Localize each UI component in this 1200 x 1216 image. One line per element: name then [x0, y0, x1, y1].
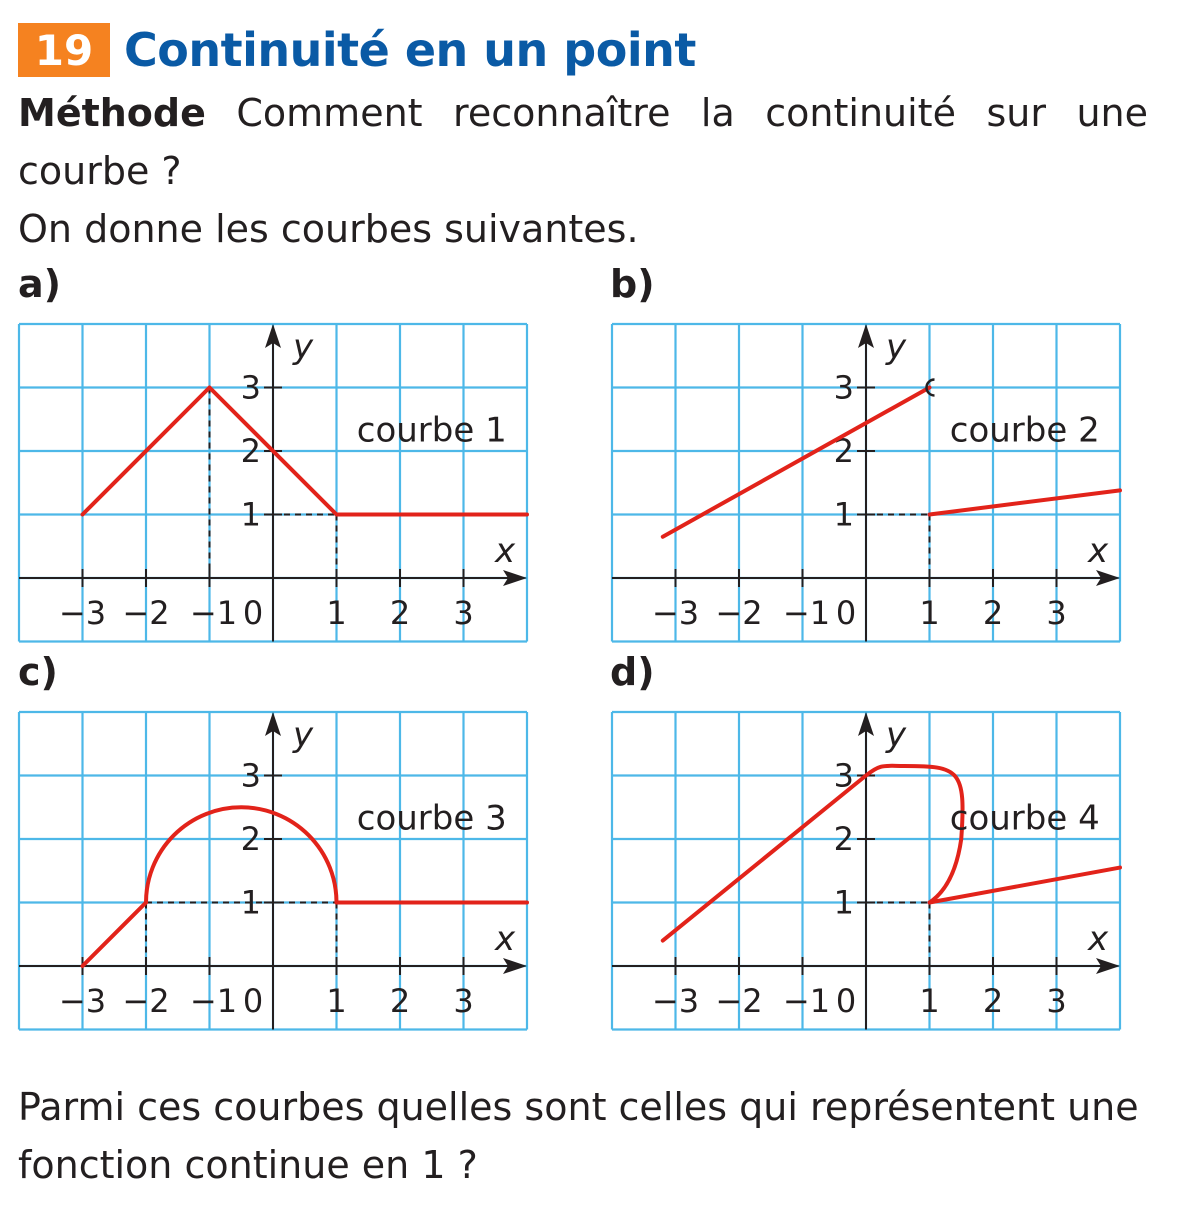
x-axis-label: x	[494, 919, 516, 959]
x-tick-label: 1	[919, 594, 940, 632]
y-tick-label: 2	[240, 820, 261, 858]
x-axis-label: x	[1087, 531, 1109, 571]
curve-loop	[866, 766, 963, 903]
x-tick-label: −3	[58, 982, 107, 1020]
x-tick-label: −2	[715, 982, 763, 1020]
y-axis-label: y	[292, 327, 314, 367]
y-tick-label: 2	[833, 820, 854, 858]
y-tick-label: 1	[833, 495, 854, 534]
curve-name-label: courbe 2	[949, 410, 1100, 451]
graph-c-label: c)	[18, 650, 58, 694]
y-tick-label: 1	[833, 883, 854, 922]
exercise-number-badge: 19	[18, 23, 110, 77]
curve-name-label: courbe 4	[949, 798, 1100, 839]
x-tick-label: 3	[1046, 982, 1067, 1020]
y-axis-label: y	[292, 715, 314, 755]
x-tick-label: 1	[919, 982, 940, 1020]
curve-name-label: courbe 1	[356, 410, 507, 451]
exercise-title: Continuité en un point	[124, 23, 696, 77]
intro-text: On donne les courbes suivantes.	[18, 207, 639, 251]
x-tick-label: −1	[782, 982, 831, 1020]
x-tick-label: 3	[1046, 594, 1067, 632]
graph-a-label: a)	[18, 262, 62, 306]
x-tick-label: −2	[715, 594, 763, 632]
x-tick-label: 0	[835, 982, 857, 1020]
x-tick-label: −2	[122, 982, 170, 1020]
x-tick-label: 0	[835, 594, 857, 632]
x-tick-label: −1	[782, 594, 831, 632]
x-tick-label: −1	[189, 594, 238, 632]
graph-b-label: b)	[610, 262, 655, 306]
y-tick-label: 1	[240, 495, 261, 534]
x-tick-label: −3	[58, 594, 107, 632]
x-tick-label: 2	[982, 982, 1004, 1020]
x-tick-label: −1	[189, 982, 238, 1020]
y-axis-label: y	[885, 327, 907, 367]
y-tick-label: 1	[240, 883, 261, 922]
methode-question: Comment reconnaître la continuité sur une courbe ?	[18, 91, 1148, 193]
y-tick-label: 2	[240, 432, 261, 470]
question-text: Parmi ces courbes quelles sont celles qui représentent une fonction continue en 1 ?	[18, 1085, 1139, 1187]
y-tick-label: 2	[833, 432, 854, 470]
x-tick-label: 0	[242, 982, 264, 1020]
x-tick-label: 0	[242, 594, 264, 632]
y-tick-label: 3	[833, 368, 854, 407]
y-axis-label: y	[885, 715, 907, 755]
y-tick-label: 3	[833, 756, 854, 795]
y-tick-label: 3	[240, 756, 261, 795]
x-tick-label: −2	[122, 594, 170, 632]
x-tick-label: −3	[651, 982, 700, 1020]
x-tick-label: 1	[326, 982, 347, 1020]
curve-name-label: courbe 3	[356, 798, 507, 839]
x-tick-label: 2	[389, 594, 411, 632]
methode-label: Méthode	[18, 91, 206, 135]
y-tick-label: 3	[240, 368, 261, 407]
x-tick-label: 2	[982, 594, 1004, 632]
x-tick-label: 2	[389, 982, 411, 1020]
x-tick-label: 1	[326, 594, 347, 632]
x-tick-label: 3	[453, 594, 474, 632]
x-axis-label: x	[494, 531, 516, 571]
x-axis-label: x	[1087, 919, 1109, 959]
graph-d-label: d)	[610, 650, 655, 694]
x-tick-label: −3	[651, 594, 700, 632]
curve-segment	[930, 868, 1121, 903]
x-tick-label: 3	[453, 982, 474, 1020]
